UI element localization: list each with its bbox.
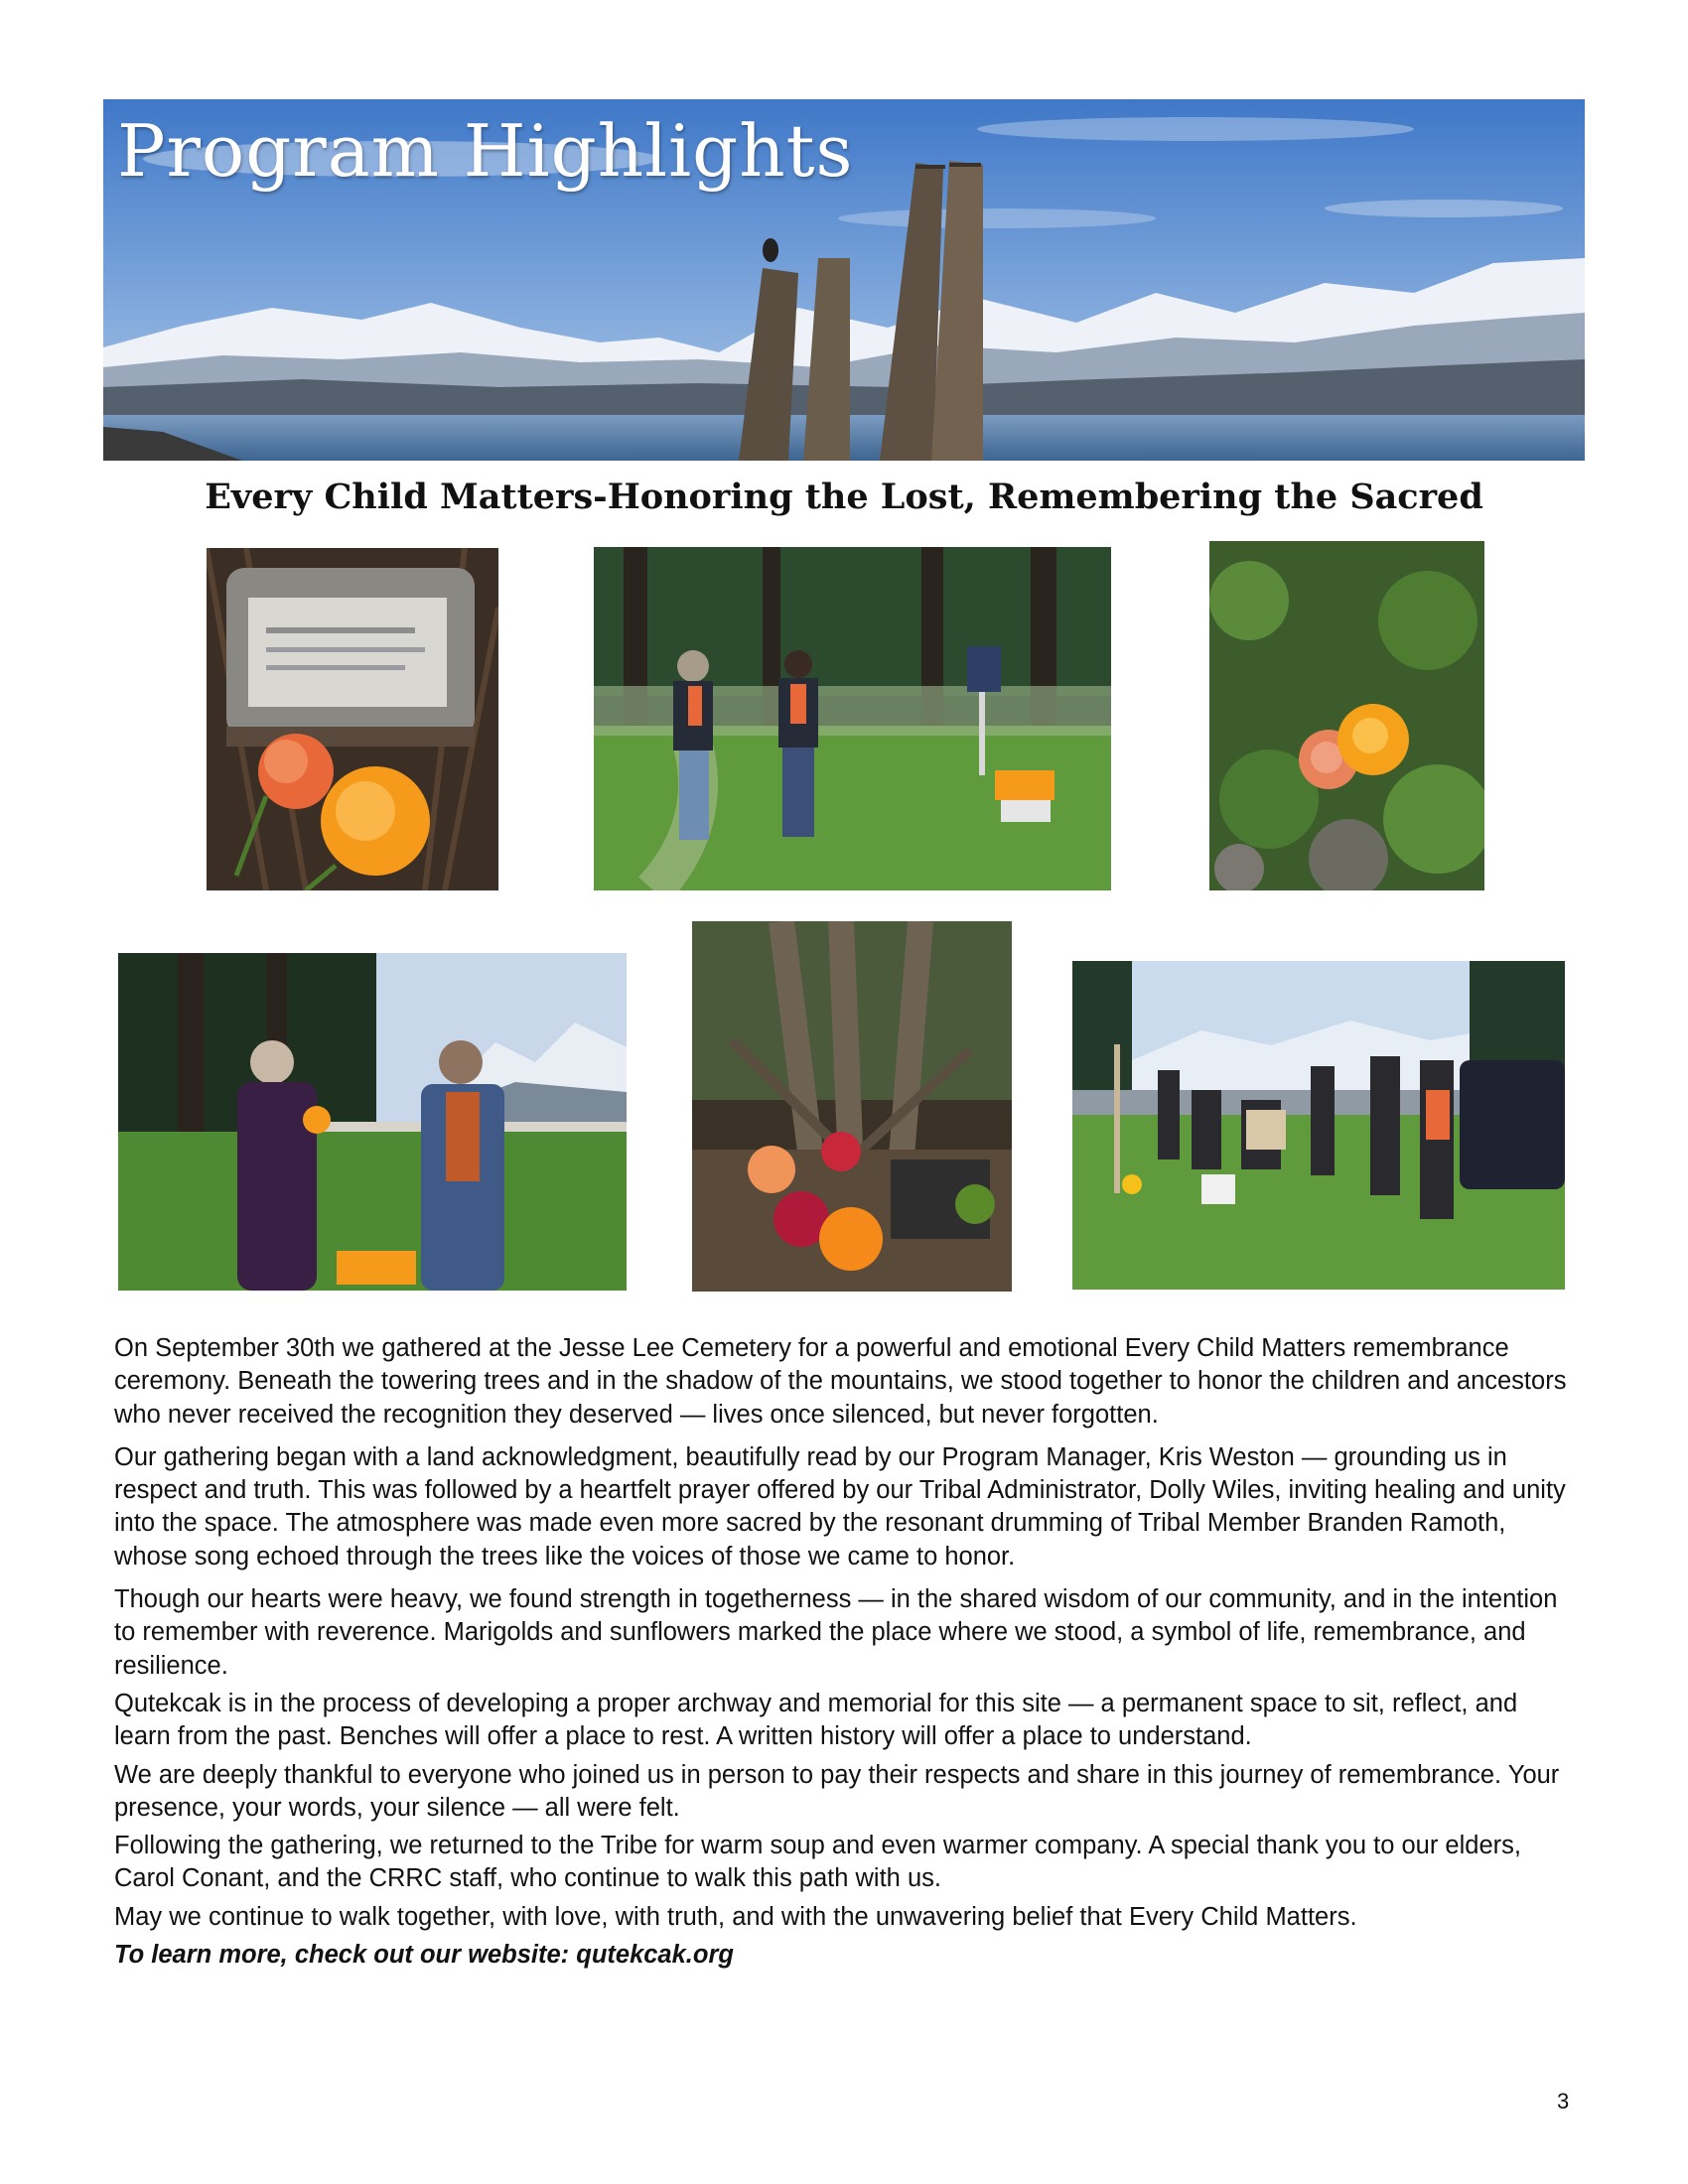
paragraph-memorial: Qutekcak is in the process of developing a proper archway and memorial for this site — a permanent space to sit, reflect, and learn from the past. Benches will offer a place to rest. A written history will offer a place to understand. [114,1689,1518,1751]
paragraph-thanks: We are deeply thankful to everyone who joined us in person to pay their respects and share in this journey of remembrance. Your presence, your words, your silence — all were felt. [114,1760,1560,1822]
photo-community-gathering [1072,961,1565,1290]
paragraph-ceremony: Our gathering began with a land acknowledgment, beautifully read by our Program Manager, Kris Weston — grounding us in respect and truth. This was followed by a heartfelt prayer offered by our Tribal Administrator, Dolly Wiles, inviting healing and unity into the space. The atmosphere was made even more sacred by the resonant drumming of Tribal Member Branden Ramoth, whose song echoed through the trees like the voices of those we came to honor. [114,1442,1566,1570]
article-body [114,1332,1574,1972]
photo-elders-with-marigolds [118,953,627,1291]
paragraph-closing: May we continue to walk together, with love, with truth, and with the unwavering belief that Every Child Matters. [114,1902,1357,1931]
paragraph-intro: On September 30th we gathered at the Jesse Lee Cemetery for a powerful and emotional Every Child Matters remembrance ceremony. Beneath the towering trees and in the shadow of the mountains, we stood together to honor the children and ancestors who never received the recognition they deserved — lives once silenced, but never forgotten. [114,1334,1567,1429]
website-call-to-action[interactable]: To learn more, check out our website: qutekcak.org [114,1941,734,1970]
header-banner [103,99,1585,461]
paragraph-togetherness: Though our hearts were heavy, we found strength in togetherness — in the shared wisdom of our community, and in the intention to remember with reverence. Marigolds and sunflowers marked the place where we stood, a symbol of life, remembrance, and resilience. [114,1585,1558,1680]
photo-flowers-at-tree-base [692,921,1012,1292]
banner-title: Program Highlights [117,109,854,193]
photo-two-women-cemetery [594,547,1111,890]
photo-flowers-in-greenery [1209,541,1484,890]
article-heading: Every Child Matters-Honoring the Lost, Remembering the Sacred [205,477,1483,517]
page-number: 3 [1557,2089,1570,2114]
paragraph-soup: Following the gathering, we returned to the Tribe for warm soup and even warmer company. A special thank you to our elders, Carol Conant, and the CRRC staff, who continue to walk this path with us. [114,1832,1521,1893]
photo-memorial-plaque [207,548,498,890]
